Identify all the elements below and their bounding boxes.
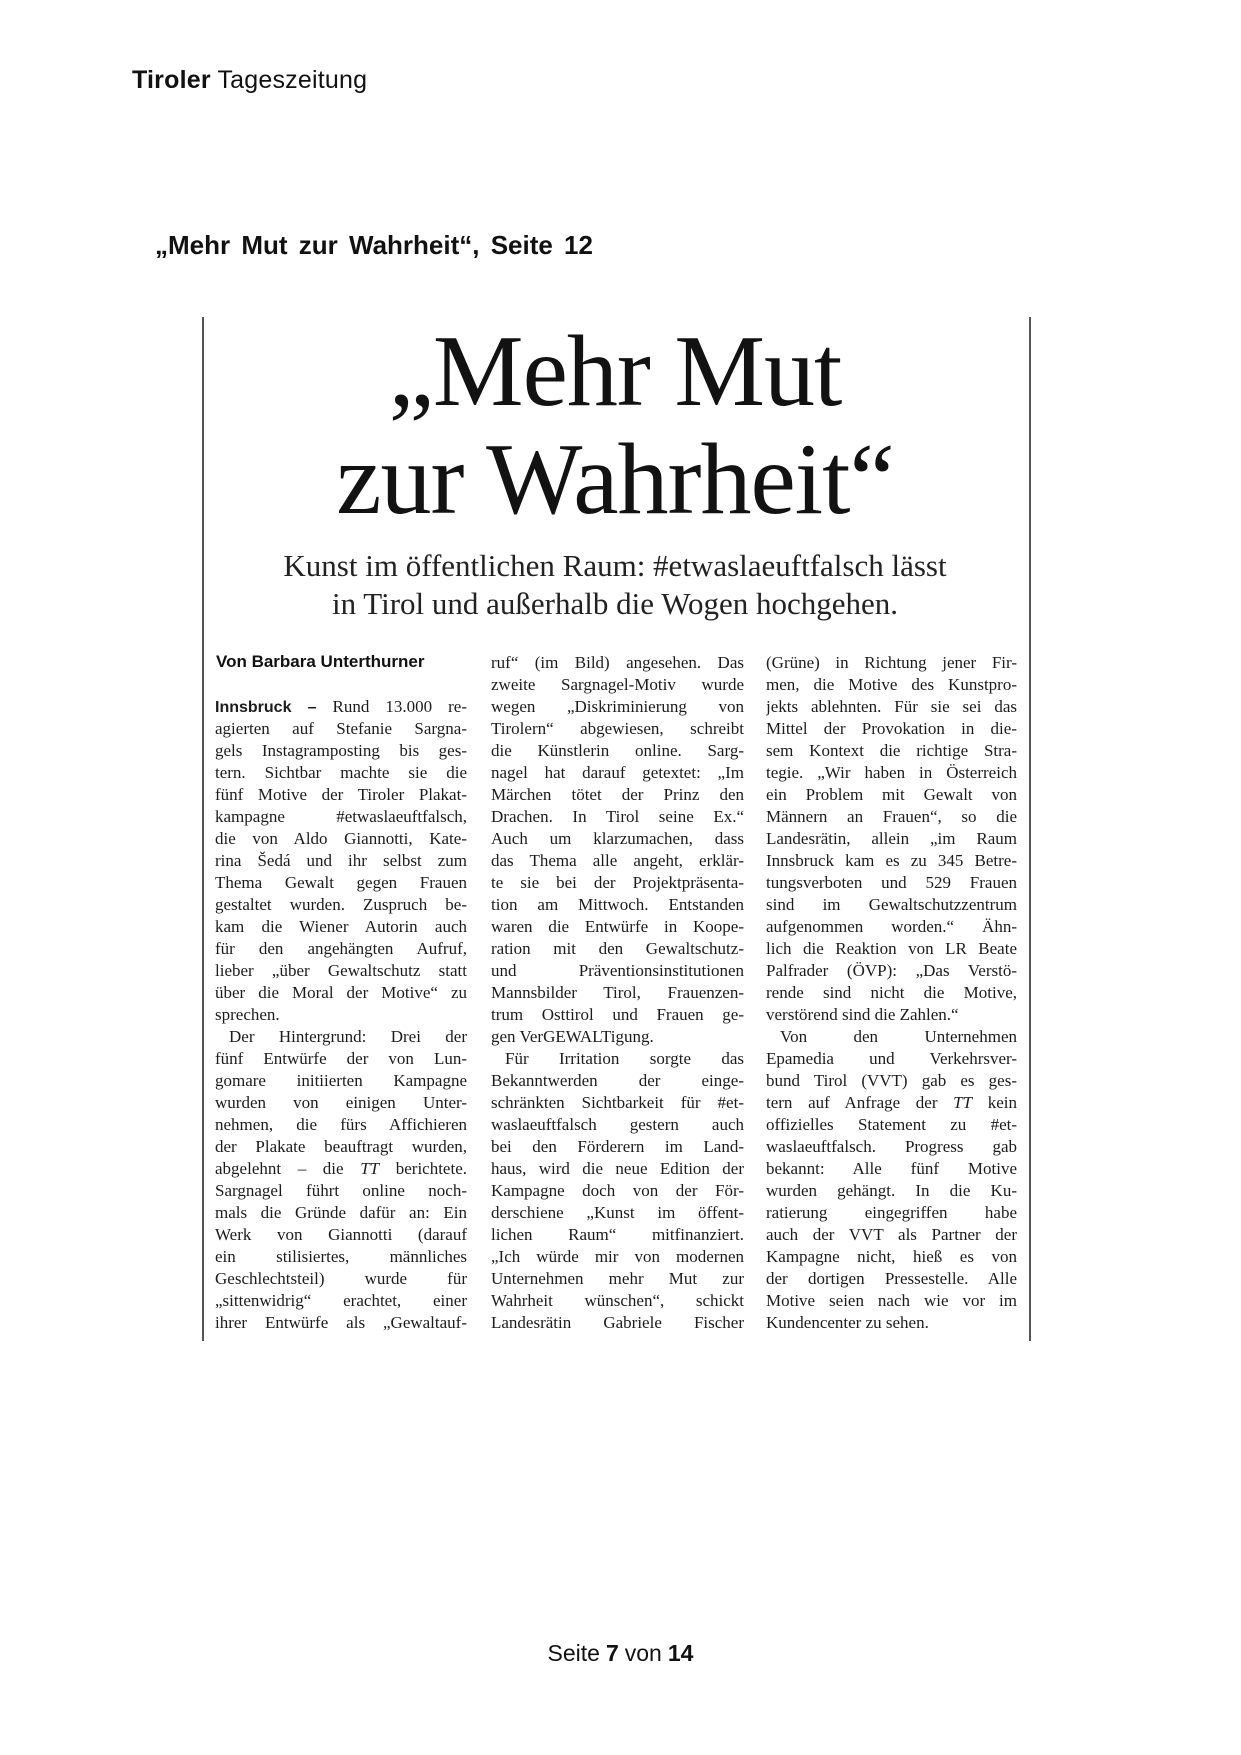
- article-text-line: mals die Gründe dafür an: Ein: [215, 1203, 467, 1222]
- article-text-line: Mannsbilder Tirol, Frauenzen-: [491, 983, 744, 1002]
- article-text-line: und Präventionsinstitutionen: [491, 961, 744, 980]
- article-text-line: Thema Gewalt gegen Frauen: [215, 873, 467, 892]
- article-text-line: jekts ablehnten. Für sie sei das: [766, 697, 1017, 716]
- article-text-line: Mittel der Provokation in die-: [766, 719, 1017, 738]
- article-text-line: ein Problem mit Gewalt von: [766, 785, 1017, 804]
- article-text-line: Kampagne nicht, hieß es von: [766, 1247, 1017, 1266]
- article-text-line: abgelehnt – die TT berichtete.: [215, 1159, 467, 1178]
- article-text-line: „sittenwidrig“ erachtet, einer: [215, 1291, 467, 1310]
- article-text-line: Kampagne doch von der För-: [491, 1181, 744, 1200]
- article-text-line: ruf“ (im Bild) angesehen. Das: [491, 653, 744, 672]
- article-column-2: [491, 652, 744, 1334]
- article-text-line: Epamedia und Verkehrsver-: [766, 1049, 1017, 1068]
- article-text-line: nagel hat darauf getextet: „Im: [491, 763, 744, 782]
- masthead-brand-bold: Tiroler: [132, 66, 211, 94]
- article-text-line: offizielles Statement zu #et-: [766, 1115, 1017, 1134]
- article-subhead: [215, 547, 1015, 623]
- article-text-line: wurden von einigen Unter-: [215, 1093, 467, 1112]
- headline-line-2: zur Wahrheit“: [336, 423, 894, 536]
- article-text-line: Sargnagel führt online noch-: [215, 1181, 467, 1200]
- article-text-line: kampagne #etwaslaeuftfalsch,: [215, 807, 467, 826]
- article-text-line: der Plakate beauftragt wurden,: [215, 1137, 467, 1156]
- footer-von-label: von: [624, 1640, 662, 1666]
- article-text-line: Märchen tötet der Prinz den: [491, 785, 744, 804]
- article-text-line: gestaltet wurden. Zuspruch be-: [215, 895, 467, 914]
- article-text-line: Für Irritation sorgte das: [505, 1049, 744, 1068]
- article-text-line: Palfrader (ÖVP): „Das Verstö-: [766, 961, 1017, 980]
- article-text-line: lichen Raum“ mitfinanziert.: [491, 1225, 744, 1244]
- article-text-line: waslaeuftfalsch gestern auch: [491, 1115, 744, 1134]
- article-text-line: Tirolern“ abgewiesen, schreibt: [491, 719, 744, 738]
- article-text-line: ein stilisiertes, männliches: [215, 1247, 467, 1266]
- article-text-line: Innsbruck – Rund 13.000 re-: [215, 697, 467, 716]
- article-text-line: agierten auf Stefanie Sargna-: [215, 719, 467, 738]
- article-text-line: Werk von Giannotti (darauf: [215, 1225, 467, 1244]
- article-text-line: die von Aldo Giannotti, Kate-: [215, 829, 467, 848]
- article-text-line: Drachen. In Tirol seine Ex.“: [491, 807, 744, 826]
- article-text-line: gen VerGEWALTigung.: [491, 1027, 654, 1046]
- article-byline: Von Barbara Unterthurner: [216, 652, 425, 671]
- article-text-line: verstörend sind die Zahlen.“: [766, 1005, 959, 1024]
- article-reference-line: „Mehr Mut zur Wahrheit“, Seite 12: [155, 230, 593, 260]
- article-text-line: nehmen, die fürs Affichieren: [215, 1115, 467, 1134]
- headline-line-1: „Mehr Mut: [388, 315, 842, 428]
- article-text-line: (Grüne) in Richtung jener Fir-: [766, 653, 1017, 672]
- article-text-line: bund Tirol (VVT) gab es ges-: [766, 1071, 1017, 1090]
- masthead-brand-regular: Tageszeitung: [210, 66, 368, 94]
- article-text-line: wegen „Diskriminierung von: [491, 697, 744, 716]
- article-text-line: Der Hintergrund: Drei der: [229, 1027, 467, 1046]
- article-text-line: men, die Motive des Kunstpro-: [766, 675, 1017, 694]
- article-text-line: Männern an Frauen“, so die: [766, 807, 1017, 826]
- article-text-line: Kundencenter zu sehen.: [766, 1313, 929, 1332]
- article-text-line: für den angehängten Aufruf,: [215, 939, 467, 958]
- masthead: [132, 66, 367, 95]
- article-column-3: [766, 652, 1017, 1334]
- article-text-line: die Künstlerin online. Sarg-: [491, 741, 744, 760]
- article-text-line: über die Moral der Motive“ zu: [215, 983, 467, 1002]
- article-text-line: tern auf Anfrage der TT kein: [766, 1093, 1017, 1112]
- article-text-line: Motive seien nach wie vor im: [766, 1291, 1017, 1310]
- article-text-line: fünf Motive der Tiroler Plakat-: [215, 785, 467, 804]
- article-text-line: tion am Mittwoch. Entstanden: [491, 895, 744, 914]
- article-text-line: sprechen.: [215, 1005, 280, 1024]
- article-text-line: schränkten Sichtbarkeit für #et-: [491, 1093, 744, 1112]
- article-text-line: Wahrheit wünschen“, schickt: [491, 1291, 744, 1310]
- article-text-line: trum Osttirol und Frauen ge-: [491, 1005, 744, 1024]
- article-text-line: Von den Unternehmen: [780, 1027, 1017, 1046]
- article-text-line: „Ich würde mir von modernen: [491, 1247, 744, 1266]
- article-text-line: gels Instagramposting bis ges-: [215, 741, 467, 760]
- article-text-line: fünf Entwürfe der von Lun-: [215, 1049, 467, 1068]
- article-column-1: [215, 696, 467, 1334]
- article-text-line: waren die Entwürfe in Koope-: [491, 917, 744, 936]
- article-text-line: derschiene „Kunst im öffent-: [491, 1203, 744, 1222]
- article-text-line: Auch um klarzumachen, dass: [491, 829, 744, 848]
- article-text-line: ratierung eingegriffen habe: [766, 1203, 1017, 1222]
- article-text-line: bei den Förderern im Land-: [491, 1137, 744, 1156]
- article-text-line: rina Šedá und ihr selbst zum: [215, 851, 467, 870]
- article-text-line: sind im Gewaltschutzzentrum: [766, 895, 1017, 914]
- clipping-left-rule: [202, 317, 204, 1341]
- article-text-line: zweite Sargnagel-Motiv wurde: [491, 675, 744, 694]
- article-text-line: bekannt: Alle fünf Motive: [766, 1159, 1017, 1178]
- article-text-line: sem Kontext die richtige Stra-: [766, 741, 1017, 760]
- clipping-right-rule: [1029, 317, 1031, 1341]
- article-text-line: tern. Sichtbar machte sie die: [215, 763, 467, 782]
- article-text-line: tegie. „Wir haben in Österreich: [766, 763, 1017, 782]
- article-text-line: das Thema alle angeht, erklär-: [491, 851, 744, 870]
- article-text-line: wurden gehängt. In die Ku-: [766, 1181, 1017, 1200]
- article-text-line: Unternehmen mehr Mut zur: [491, 1269, 744, 1288]
- article-text-line: Bekanntwerden der einge-: [491, 1071, 744, 1090]
- article-text-line: haus, wird die neue Edition der: [491, 1159, 744, 1178]
- article-text-line: Landesrätin, allein „im Raum: [766, 829, 1017, 848]
- article-text-line: Innsbruck kam es zu 345 Betre-: [766, 851, 1017, 870]
- article-text-line: waslaeuftfalsch. Progress gab: [766, 1137, 1017, 1156]
- footer-page-total: 14: [667, 1640, 694, 1666]
- subhead-line-1: Kunst im öffentlichen Raum: #etwaslaeuftfalsch lässt: [283, 548, 947, 583]
- article-text-line: ration mit den Gewaltschutz-: [491, 939, 744, 958]
- article-text-line: Landesrätin Gabriele Fischer: [491, 1313, 744, 1332]
- article-text-line: rende sind nicht die Motive,: [766, 983, 1017, 1002]
- page-footer: [0, 1640, 1241, 1667]
- footer-page-current: 7: [605, 1640, 619, 1666]
- article-text-line: aufgenommen worden.“ Ähn-: [766, 917, 1017, 936]
- article-headline: [215, 315, 1015, 536]
- article-text-line: der dortigen Pressestelle. Alle: [766, 1269, 1017, 1288]
- article-text-line: lieber „über Gewaltschutz statt: [215, 961, 467, 980]
- article-text-line: kam die Wiener Autorin auch: [215, 917, 467, 936]
- article-text-line: Geschlechtsteil) wurde für: [215, 1269, 467, 1288]
- article-text-line: te sie bei der Projektpräsenta-: [491, 873, 744, 892]
- article-text-line: ihrer Entwürfe als „Gewaltauf-: [215, 1313, 467, 1332]
- article-text-line: tungsverboten und 529 Frauen: [766, 873, 1017, 892]
- article-text-line: lich die Reaktion von LR Beate: [766, 939, 1017, 958]
- article-text-line: gomare initiierten Kampagne: [215, 1071, 467, 1090]
- subhead-line-2: in Tirol und außerhalb die Wogen hochgehen.: [331, 586, 899, 621]
- article-text-line: auch der VVT als Partner der: [766, 1225, 1017, 1244]
- footer-seite-label: Seite: [547, 1640, 600, 1666]
